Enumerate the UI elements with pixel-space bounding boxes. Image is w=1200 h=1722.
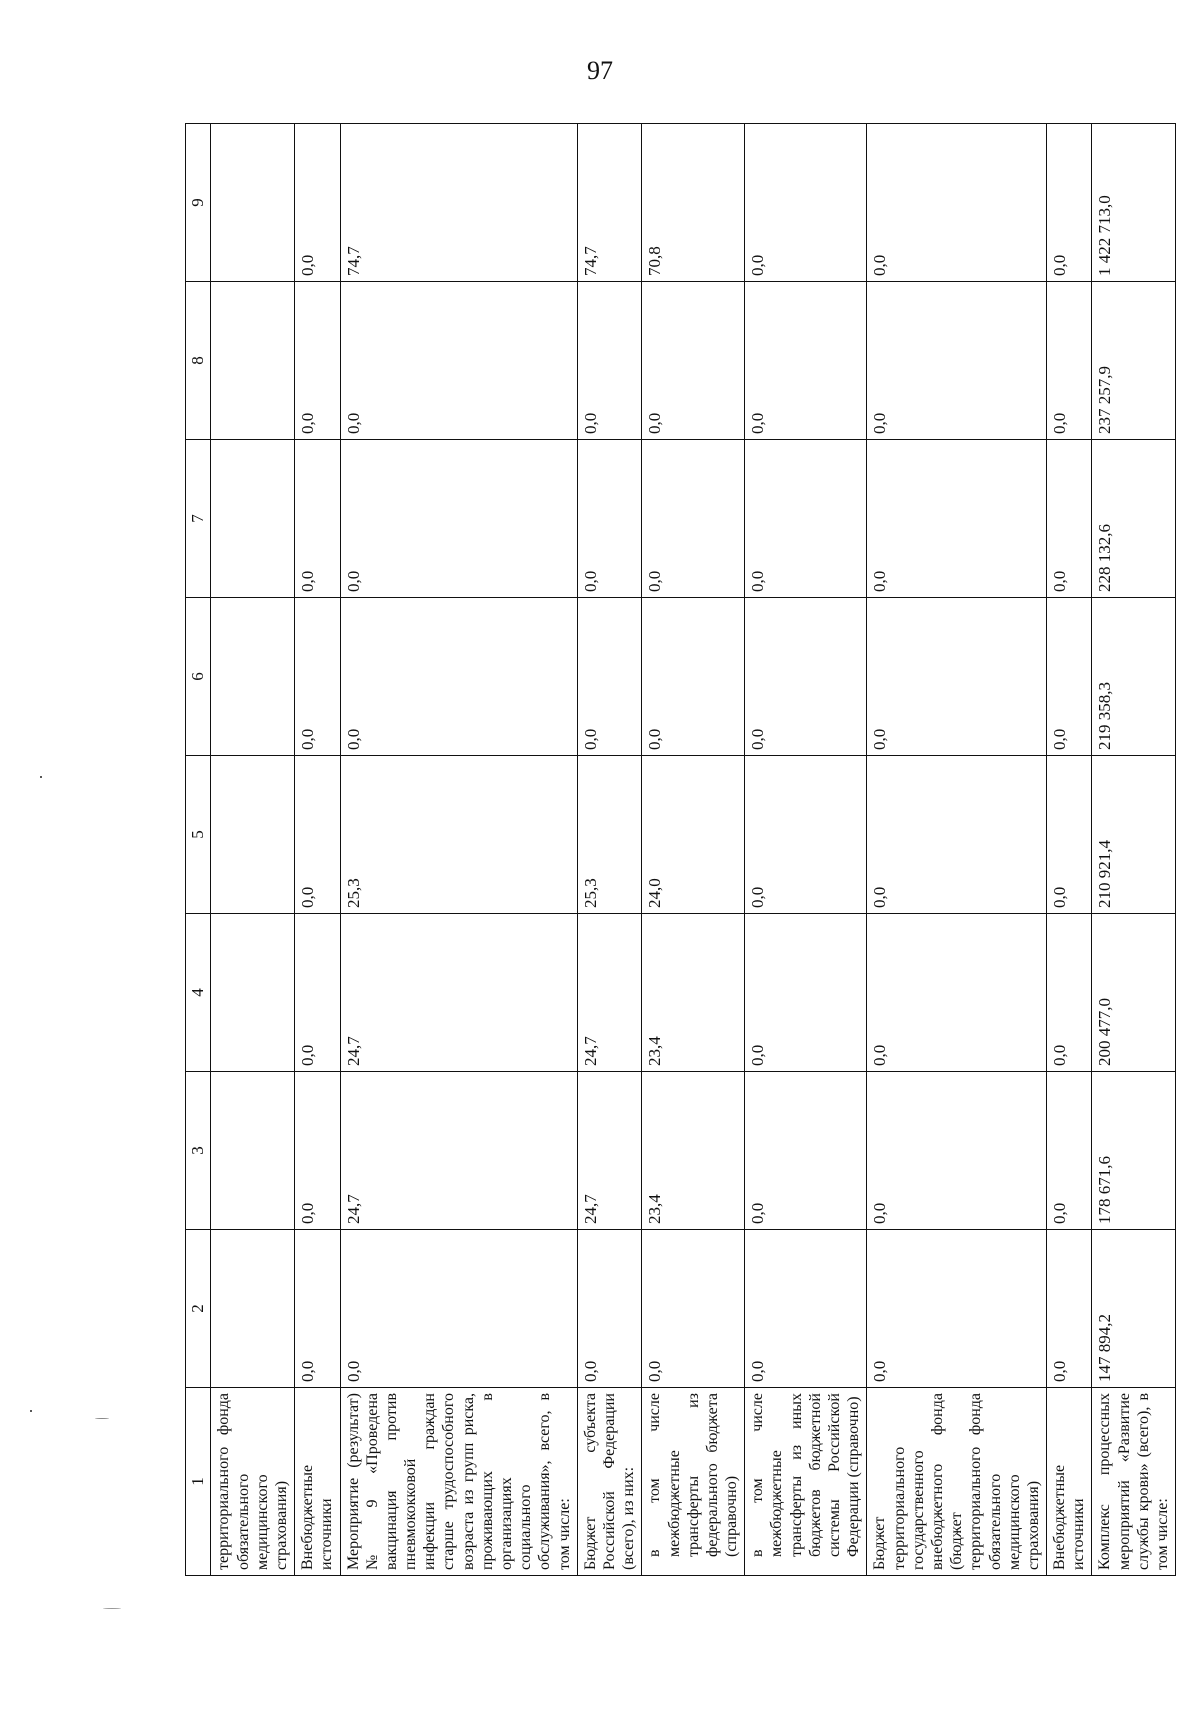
row-label: Внебюджетные источники (295, 1388, 340, 1576)
table-cell: 0,0 (295, 124, 340, 282)
table-cell: 0,0 (867, 124, 1047, 282)
column-header: 1 (186, 1388, 211, 1576)
table-cell: 0,0 (1047, 914, 1092, 1072)
table-cell: 24,7 (340, 914, 577, 1072)
table-cell: 0,0 (867, 282, 1047, 440)
row-label: Мероприятие (результат) № 9 «Проведена вакцинация против пневмококковой инфекции граждан старше трудоспособного возраста из групп риска, проживающих в организациях социального обслуживания», всего, в том числе: (340, 1388, 577, 1576)
table-cell: 0,0 (295, 756, 340, 914)
table-cell: 0,0 (867, 1230, 1047, 1388)
table-cell (211, 1072, 295, 1230)
table-cell: 210 921,4 (1092, 756, 1176, 914)
column-header: 2 (186, 1230, 211, 1388)
table-cell: 0,0 (867, 440, 1047, 598)
table-cell: 0,0 (745, 598, 867, 756)
table-cell: 25,3 (340, 756, 577, 914)
table-cell: 0,0 (745, 914, 867, 1072)
table-cell: 0,0 (1047, 1072, 1092, 1230)
column-header: 7 (186, 440, 211, 598)
column-header: 9 (186, 124, 211, 282)
row-label: в том числе межбюджетные трансферты из федерального бюджета (справочно) (642, 1388, 745, 1576)
table-cell: 0,0 (295, 1072, 340, 1230)
table-row (1092, 124, 1176, 1576)
table-cell (211, 440, 295, 598)
table-row (295, 124, 340, 1576)
column-header: 3 (186, 1072, 211, 1230)
table-cell: 0,0 (867, 598, 1047, 756)
table-cell: 0,0 (340, 440, 577, 598)
table-cell: 0,0 (577, 440, 642, 598)
table-cell: 200 477,0 (1092, 914, 1176, 1072)
row-label: Комплекс процессных мероприятий «Развитие службы крови» (всего), в том числе: (1092, 1388, 1176, 1576)
table-cell: 24,0 (642, 756, 745, 914)
table-cell: 0,0 (295, 598, 340, 756)
scan-speck (30, 1410, 32, 1412)
column-header: 4 (186, 914, 211, 1072)
table-cell: 237 257,9 (1092, 282, 1176, 440)
table-cell: 23,4 (642, 914, 745, 1072)
table-cell: 0,0 (1047, 598, 1092, 756)
table-cell: 0,0 (1047, 1230, 1092, 1388)
table-cell: 24,7 (577, 1072, 642, 1230)
table-cell: 25,3 (577, 756, 642, 914)
table-cell: 0,0 (867, 914, 1047, 1072)
table-cell: 0,0 (295, 1230, 340, 1388)
table-cell: 0,0 (745, 440, 867, 598)
table-cell: 74,7 (577, 124, 642, 282)
column-header: 5 (186, 756, 211, 914)
table-cell: 0,0 (867, 1072, 1047, 1230)
table-cell: 147 894,2 (1092, 1230, 1176, 1388)
financing-table (185, 123, 1176, 1576)
table-cell: 219 358,3 (1092, 598, 1176, 756)
table-row (867, 124, 1047, 1576)
table-cell: 0,0 (745, 124, 867, 282)
table-cell: 0,0 (1047, 756, 1092, 914)
column-header: 8 (186, 282, 211, 440)
row-label: Бюджет территориального государственного внебюджетного фонда (бюджет территориального фонда обязательного медицинского страхования) (867, 1388, 1047, 1576)
table-cell: 0,0 (745, 282, 867, 440)
table-cell (211, 1230, 295, 1388)
row-label: Внебюджетные источники (1047, 1388, 1092, 1576)
table-cell: 0,0 (745, 1072, 867, 1230)
table-row (211, 124, 295, 1576)
table-cell: 0,0 (1047, 282, 1092, 440)
table-cell: 0,0 (642, 440, 745, 598)
table-cell (211, 914, 295, 1072)
table-cell: 24,7 (340, 1072, 577, 1230)
table-cell: 1 422 713,0 (1092, 124, 1176, 282)
table-cell: 0,0 (577, 282, 642, 440)
table-cell (211, 124, 295, 282)
table-cell: 0,0 (340, 598, 577, 756)
table-header-row (186, 124, 211, 1576)
row-label: в том числе межбюджетные трансферты из иных бюджетов бюджетной системы Российской Федерации (справочно) (745, 1388, 867, 1576)
table-cell: 24,7 (577, 914, 642, 1072)
table-cell: 0,0 (642, 1230, 745, 1388)
table-cell (211, 756, 295, 914)
table-cell: 0,0 (642, 282, 745, 440)
table-cell (211, 282, 295, 440)
table-row (642, 124, 745, 1576)
table-cell: 23,4 (642, 1072, 745, 1230)
table-cell (211, 598, 295, 756)
column-header: 6 (186, 598, 211, 756)
table-row (1047, 124, 1092, 1576)
table-cell: 0,0 (577, 598, 642, 756)
table-cell: 0,0 (642, 598, 745, 756)
row-label: Бюджет субъекта Российской Федерации (всего), из них: (577, 1388, 642, 1576)
table-cell: 70,8 (642, 124, 745, 282)
scan-speck (40, 776, 42, 778)
table-row (340, 124, 577, 1576)
table-cell: 0,0 (295, 914, 340, 1072)
rotated-table-container (185, 124, 1172, 1576)
table-cell: 0,0 (745, 756, 867, 914)
table-cell: 0,0 (295, 440, 340, 598)
table-cell: 0,0 (867, 756, 1047, 914)
table-cell: 178 671,6 (1092, 1072, 1176, 1230)
table-cell: 0,0 (1047, 124, 1092, 282)
table-cell: 74,7 (340, 124, 577, 282)
table-row (577, 124, 642, 1576)
scan-speck (103, 1608, 121, 1609)
table-cell: 0,0 (577, 1230, 642, 1388)
table-cell: 0,0 (1047, 440, 1092, 598)
table-cell: 0,0 (295, 282, 340, 440)
table-row (745, 124, 867, 1576)
scan-speck (95, 1418, 109, 1419)
table-cell: 0,0 (340, 1230, 577, 1388)
page-number: 97 (587, 56, 613, 85)
table-cell: 228 132,6 (1092, 440, 1176, 598)
row-label: территориального фонда обязательного медицинского страхования) (211, 1388, 295, 1576)
table-cell: 0,0 (340, 282, 577, 440)
table-cell: 0,0 (745, 1230, 867, 1388)
